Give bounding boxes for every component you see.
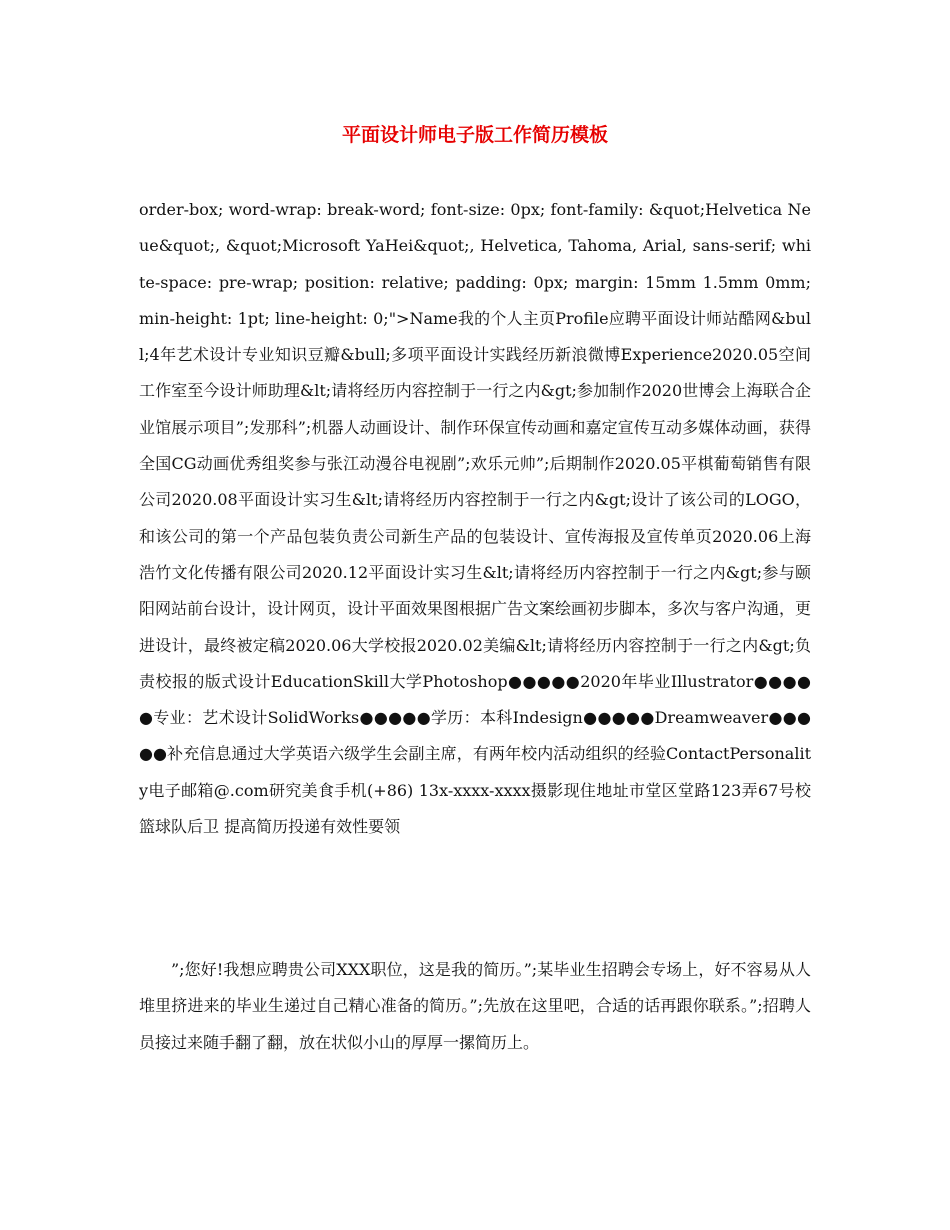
body-paragraph-2: ”;您好!我想应聘贵公司XXX职位，这是我的简历。”;某毕业生招聘会专场上，好不容易从人堆里挤进来的毕业生递过自己精心准备的简历。”;先放在这里吧，合适的话再跟你联系。”;招聘人员接过来随手翻了翻，放在状似小山的厚厚一摞简历上。 [139,960,811,1052]
body-paragraph-1: order-box; word-wrap: break-word; font-size: 0px; font-family: &quot;Helvetica Neue&quot;, &quot;Microsoft YaHei&quot;, Helvetica, Tahoma, Arial, sans-serif; white-space: pre-wrap; position: relative; padding: 0px; margin: 15mm 1.5mm 0mm; min-height: 1pt; line-height: 0;">Name我的个人主页Profile应聘平面设计师站酷网&bull;4年艺术设计专业知识豆瓣&bull;多项平面设计实践经历新浪微博Experience2020.05空间工作室至今设计师助理&lt;请将经历内容控制于一行之内&gt;参加制作2020世博会上海联合企业馆展示项目”;发那科”;机器人动画设计、制作环保宣传动画和嘉定宣传互动多媒体动画，获得全国CG动画优秀组奖参与张江动漫谷电视剧”;欢乐元帅”;后期制作2020.05平棋葡萄销售有限公司2020.08平面设计实习生&lt;请将经历内容控制于一行之内&gt;设计了该公司的LOGO，和该公司的第一个产品包装负责公司新生产品的包装设计、宣传海报及宣传单页2020.06上海浩竹文化传播有限公司2020.12平面设计实习生&lt;请将经历内容控制于一行之内&gt;参与颐阳网站前台设计，设计网页，设计平面效果图根据广告文案绘画初步脚本，多次与客户沟通，更进设计，最终被定稿2020.06大学校报2020.02美编&lt;请将经历内容控制于一行之内&gt;负责校报的版式设计EducationSkill大学Photoshop●●●●●2020年毕业Illustrator●●●●●专业：艺术设计SolidWorks●●●●●学历：本科Indesign●●●●●Dreamweaver●●●●●补充信息通过大学英语六级学生会副主席，有两年校内活动组织的经验ContactPersonality电子邮箱@.com研究美食手机(+86) 13x-xxxx-xxxx摄影现住地址市堂区堂路123弄67号校篮球队后卫 提高简历投递有效性要领 [139,200,812,837]
page-title: 平面设计师电子版工作简历模板 [341,124,608,146]
